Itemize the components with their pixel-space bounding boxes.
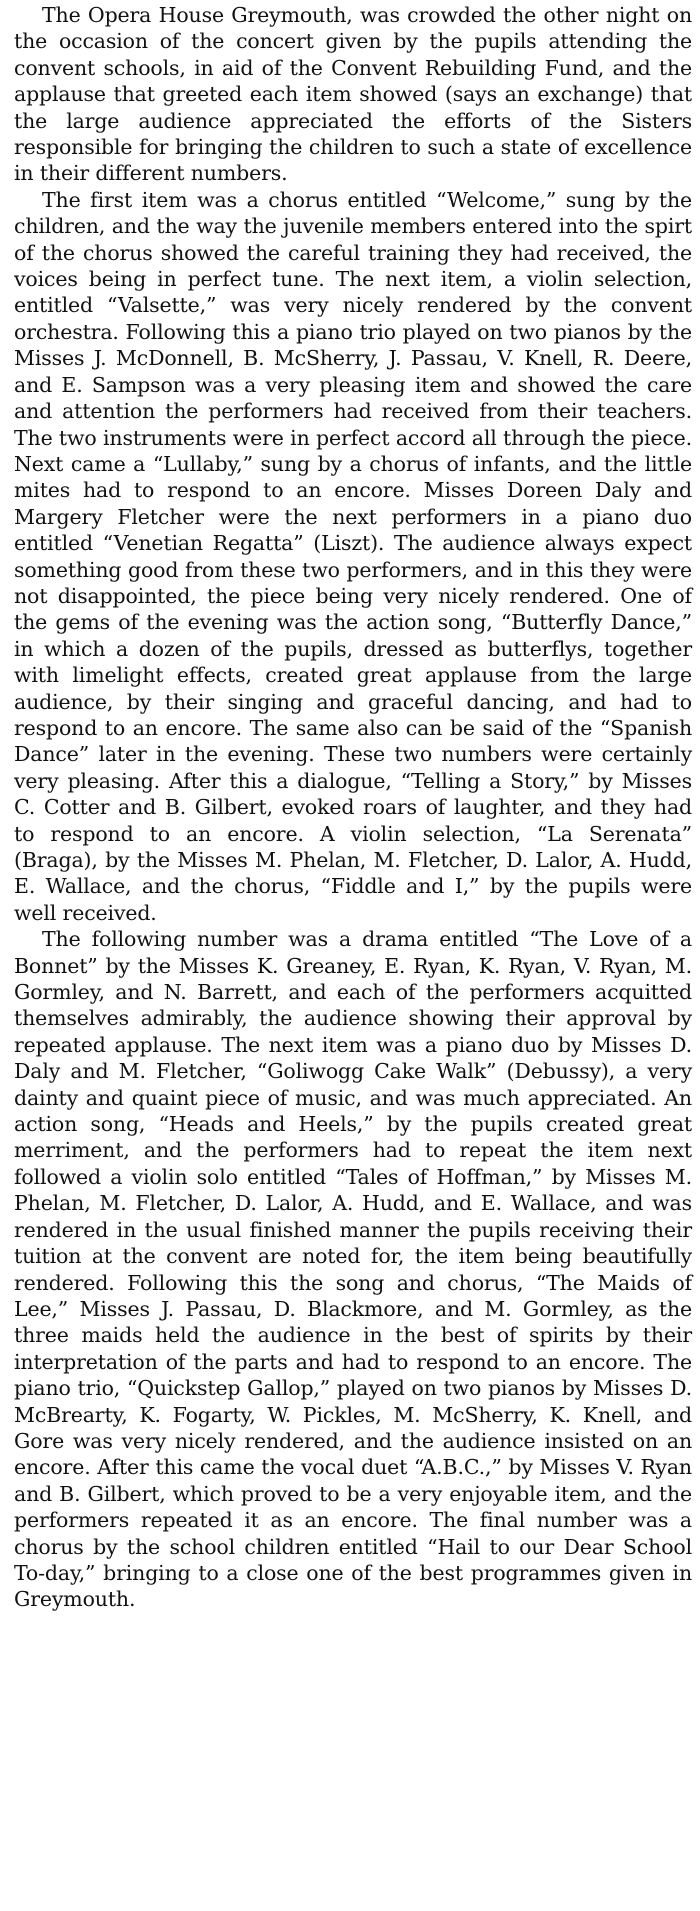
article-paragraph-intro: The Opera House Greymouth, was crowded the other night on the occasion of the concert given by the pupils attending the convent schools, in aid of the Convent Rebuilding Fund, and the applause that greeted each item showed (says an exchange) that the large audience appreciated the efforts of the Sisters responsible for bringing the children to such a state of excellence in their different numbers. <box>14 3 692 186</box>
article-paragraph-later-items: The following number was a drama entitled “The Love of a Bonnet” by the Misses K. Greaney, E. Ryan, K. Ryan, V. Ryan, M. Gormley, and N. Barrett, and each of the performers acquitted themselves admirably, the audience showing their approval by repeated applause. The next item was a piano duo by Misses D. Daly and M. Fletcher, “Goliwogg Cake Walk” (Debussy), a very dainty and quaint piece of music, and was much appreciated. An action song, “Heads and Heels,” by the pupils created great merriment, and the performers had to repeat the item next followed a violin solo entitled “Tales of Hoffman,” by Misses M. Phelan, M. Fletcher, D. Lalor, A. Hudd, and E. Wallace, and was rendered in the usual finished manner the pupils receiving their tuition at the convent are noted for, the item being beautifully rendered. Following this the song and chorus, “The Maids of Lee,” Misses J. Passau, D. Blackmore, and M. Gormley, as the three maids held the audience in the best of spirits by their interpretation of the parts and had to respond to an encore. The piano trio, “Quickstep Gallop,” played on two pianos by Misses D. McBrearty, K. Fogarty, W. Pickles, M. McSherry, K. Knell, and Gore was very nicely rendered, and the audience insisted on an encore. After this came the vocal duet “A.B.C.,” by Misses V. Ryan and B. Gilbert, which proved to be a very enjoyable item, and the performers repeated it as an encore. The final number was a chorus by the school children entitled “Hail to our Dear School To-day,” bringing to a close one of the best programmes given in Greymouth. <box>14 927 692 1612</box>
article-paragraph-first-items: The first item was a chorus entitled “Welcome,” sung by the children, and the way the juvenile members entered into the spirt of the chorus showed the careful training they had received, the voices being in perfect tune. The next item, a violin selection, entitled “Valsette,” was very nicely rendered by the convent orchestra. Following this a piano trio played on two pianos by the Misses J. McDonnell, B. McSherry, J. Passau, V. Knell, R. Deere, and E. Sampson was a very pleasing item and showed the care and attention the performers had received from their teachers. The two instruments were in perfect accord all through the piece. Next came a “Lullaby,” sung by a chorus of infants, and the little mites had to respond to an encore. Misses Doreen Daly and Margery Fletcher were the next performers in a piano duo entitled “Venetian Regatta” (Liszt). The audience always expect something good from these two performers, and in this they were not disappointed, the piece being very nicely rendered. One of the gems of the evening was the action song, “Butterfly Dance,” in which a dozen of the pupils, dressed as butterflys, together with limelight effects, created great applause from the large audience, by their singing and graceful dancing, and had to respond to an encore. The same also can be said of the “Spanish Dance” later in the evening. These two numbers were certainly very pleasing. After this a dialogue, “Telling a Story,” by Misses C. Cotter and B. Gilbert, evoked roars of laughter, and they had to respond to an encore. A violin selection, “La Serenata” (Braga), by the Misses M. Phelan, M. Fletcher, D. Lalor, A. Hudd, E. Wallace, and the chorus, “Fiddle and I,” by the pupils were well received. <box>14 187 692 925</box>
